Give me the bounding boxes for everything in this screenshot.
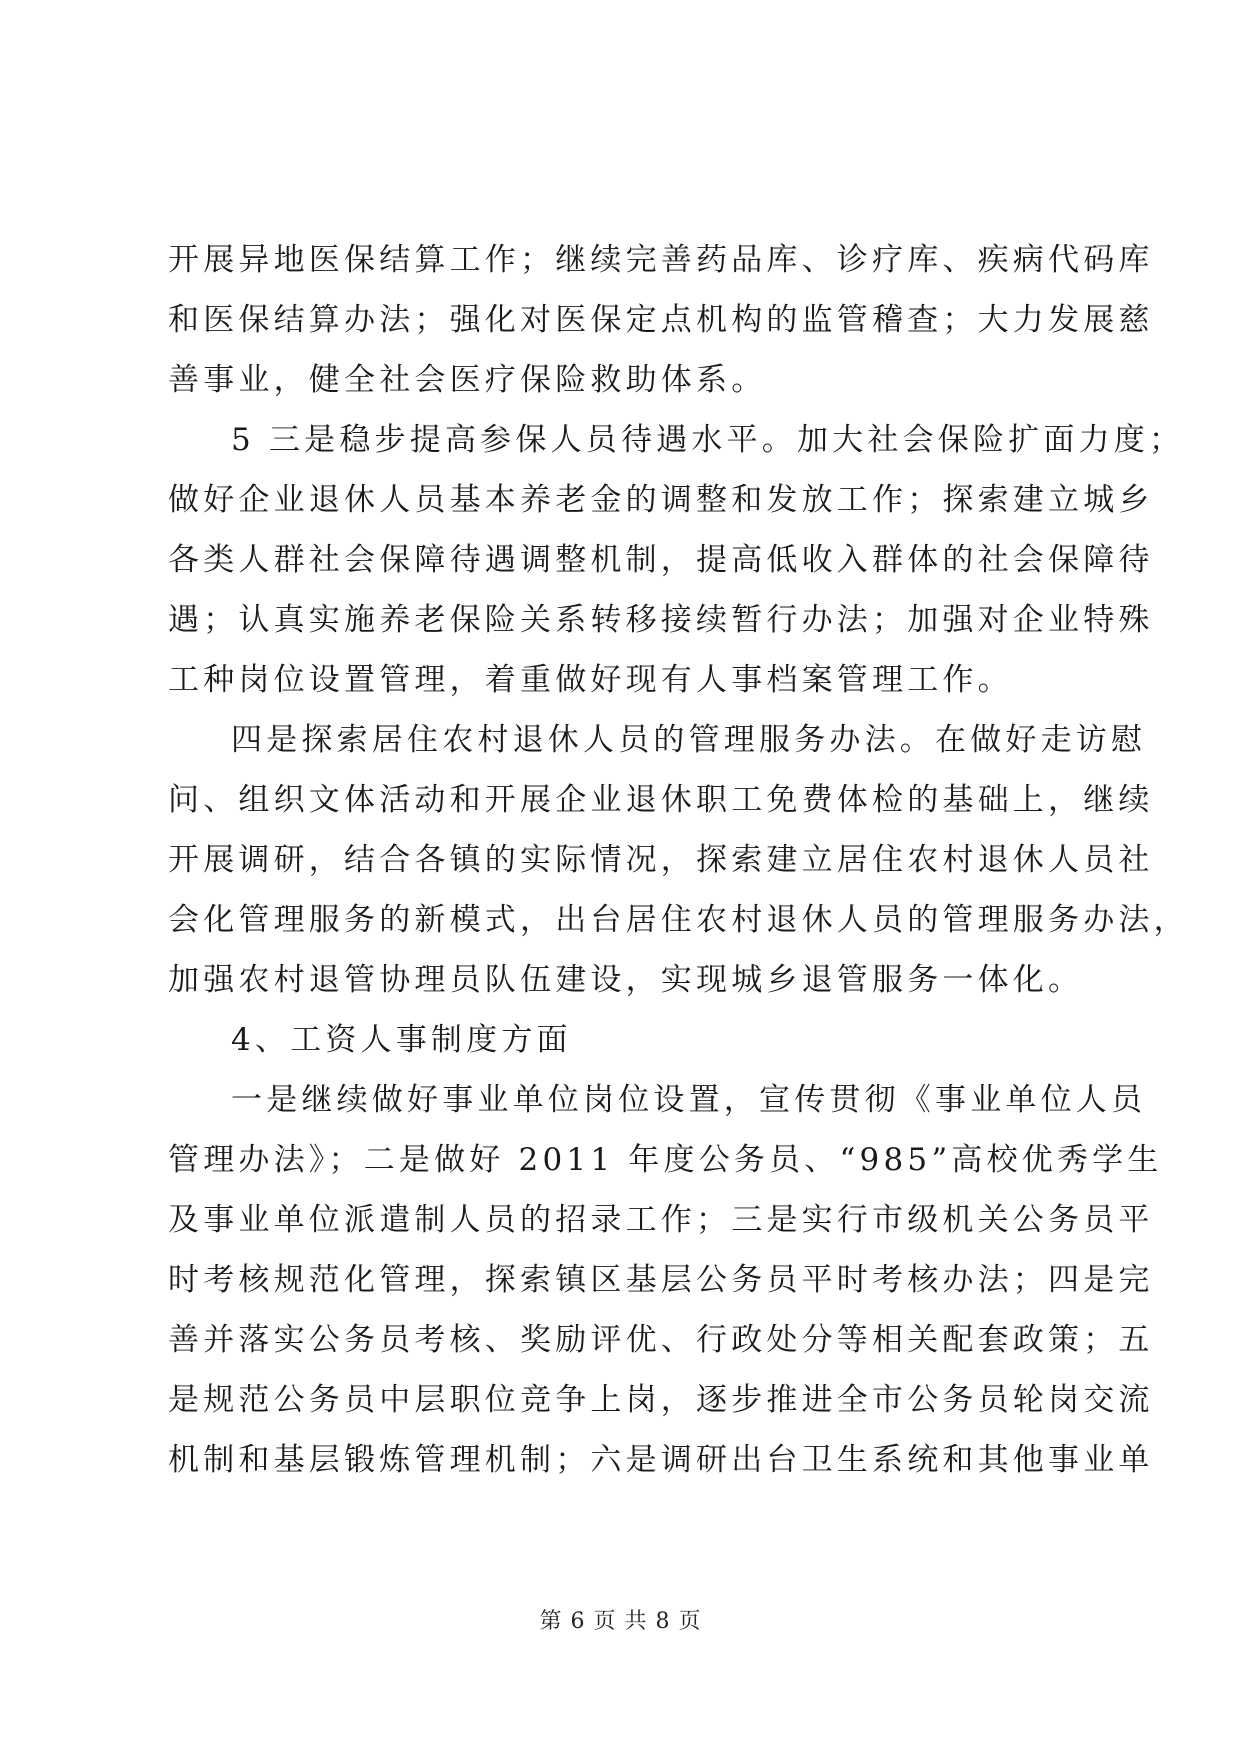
text-line: 善事业，健全社会医疗保险救助体系。	[168, 362, 767, 398]
text-line: 是规范公务员中层职位竞争上岗，逐步推进全市公务员轮岗交流	[168, 1382, 1154, 1418]
text-line: 和医保结算办法；强化对医保定点机构的监管稽查；大力发展慈	[168, 302, 1154, 338]
text-line: 及事业单位派遣制人员的招录工作；三是实行市级机关公务员平	[168, 1202, 1154, 1238]
text-line: 各类人群社会保障待遇调整机制，提高低收入群体的社会保障待	[168, 542, 1154, 578]
text-line: 四是探索居住农村退休人员的管理服务办法。在做好走访慰	[231, 722, 1147, 758]
text-line: 加强农村退管协理员队伍建设，实现城乡退管服务一体化。	[168, 962, 1084, 998]
body-text	[168, 230, 1189, 1490]
text-line: 遇；认真实施养老保险关系转移接续暂行办法；加强对企业特殊	[168, 602, 1154, 638]
text-line: 管理办法》；二是做好 2011 年度公务员、“985”高校优秀学生	[168, 1142, 1163, 1178]
page-number-footer: 第 6 页 共 8 页	[539, 1609, 702, 1634]
section-heading: 4、工资人事制度方面	[231, 1022, 572, 1058]
text-line: 问、组织文体活动和开展企业退休职工免费体检的基础上，继续	[168, 782, 1154, 818]
text-line: 开展异地医保结算工作；继续完善药品库、诊疗库、疾病代码库	[168, 242, 1154, 278]
text-line: 工种岗位设置管理，着重做好现有人事档案管理工作。	[168, 662, 1013, 698]
text-line: 善并落实公务员考核、奖励评优、行政处分等相关配套政策；五	[168, 1322, 1154, 1358]
text-line: 做好企业退休人员基本养老金的调整和发放工作；探索建立城乡	[168, 482, 1154, 518]
text-line: 一是继续做好事业单位岗位设置，宣传贯彻《事业单位人员	[231, 1082, 1147, 1118]
text-line: 开展调研，结合各镇的实际情况，探索建立居住农村退休人员社	[168, 842, 1154, 878]
text-line: 5 三是稳步提高参保人员待遇水平。加大社会保险扩面力度；	[231, 422, 1185, 458]
text-line: 机制和基层锻炼管理机制；六是调研出台卫生系统和其他事业单	[168, 1442, 1154, 1478]
text-line: 时考核规范化管理，探索镇区基层公务员平时考核办法；四是完	[168, 1262, 1154, 1298]
text-line: 会化管理服务的新模式，出台居住农村退休人员的管理服务办法，	[168, 902, 1189, 938]
